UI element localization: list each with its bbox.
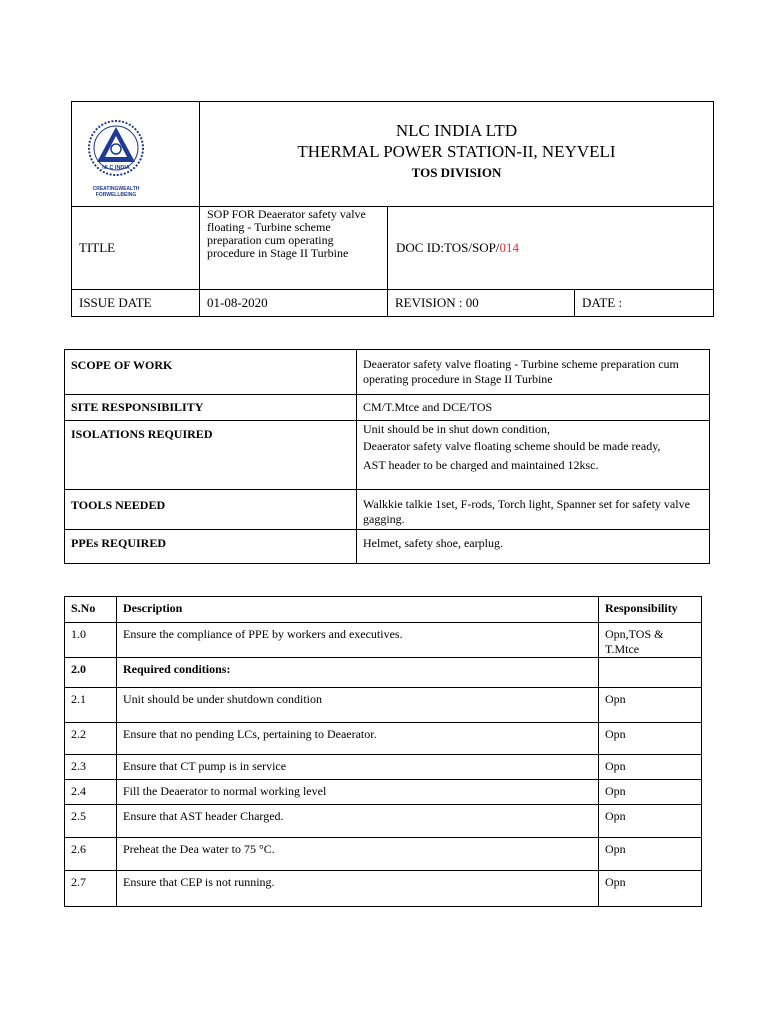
scope-label: SCOPE OF WORK <box>65 350 357 395</box>
doc-id-label: DOC ID:TOS/SOP/ <box>396 240 500 255</box>
isolation-line: AST header to be charged and maintained 12ksc. <box>363 458 599 472</box>
row-description: Ensure that no pending LCs, pertaining to Deaerator. <box>117 723 599 755</box>
row-sno: 2.0 <box>65 658 117 688</box>
table-header-row <box>65 597 702 623</box>
row-sno: 2.5 <box>65 805 117 838</box>
responsibility-header: Responsibility <box>599 597 702 623</box>
isolations-value <box>357 421 710 490</box>
document-header-table <box>71 101 714 317</box>
sno-header: S.No <box>65 597 117 623</box>
row-responsibility: Opn <box>599 723 702 755</box>
description-header: Description <box>117 597 599 623</box>
ppe-value: Helmet, safety shoe, earplug. <box>357 530 710 564</box>
row-sno: 2.1 <box>65 688 117 723</box>
row-responsibility: Opn <box>599 755 702 780</box>
doc-id <box>388 207 714 290</box>
table-row <box>65 658 702 688</box>
row-responsibility: Opn <box>599 805 702 838</box>
row-sno: 2.3 <box>65 755 117 780</box>
row-description: Required conditions: <box>117 658 599 688</box>
tools-value: Walkkie talkie 1set, F-rods, Torch light, Spanner set for safety valve gagging. <box>357 490 710 530</box>
table-row <box>65 805 702 838</box>
date-label: DATE : <box>575 290 714 317</box>
row-responsibility: Opn <box>599 871 702 907</box>
table-row <box>65 838 702 871</box>
title-label: TITLE <box>72 207 200 290</box>
row-description: Ensure that AST header Charged. <box>117 805 599 838</box>
row-description: Ensure that CT pump is in service <box>117 755 599 780</box>
row-responsibility <box>599 658 702 688</box>
revision-label: REVISION : 00 <box>388 290 575 317</box>
svg-text:NLC INDIA: NLC INDIA <box>102 165 130 171</box>
row-description: Unit should be under shutdown condition <box>117 688 599 723</box>
row-description: Ensure that CEP is not running. <box>117 871 599 907</box>
scope-value: Deaerator safety valve floating - Turbine scheme preparation cum operating procedure in Stage II Turbine <box>357 350 710 395</box>
doc-id-number: 014 <box>499 240 519 255</box>
row-sno: 2.4 <box>65 780 117 805</box>
tools-label: TOOLS NEEDED <box>65 490 357 530</box>
site-responsibility-value: CM/T.Mtce and DCE/TOS <box>357 395 710 421</box>
isolations-label: ISOLATIONS REQUIRED <box>65 421 357 490</box>
issue-date-value: 01-08-2020 <box>200 290 388 317</box>
title-value: SOP FOR Deaerator safety valve floating - Turbine scheme preparation cum operating procedure in Stage II Turbine <box>200 207 388 290</box>
row-responsibility: Opn <box>599 780 702 805</box>
row-sno: 2.7 <box>65 871 117 907</box>
table-row <box>65 623 702 658</box>
site-responsibility-label: SITE RESPONSIBILITY <box>65 395 357 421</box>
svg-text:CREATINGWEALTH: CREATINGWEALTH <box>92 186 140 192</box>
row-responsibility: Opn,TOS & T.Mtce <box>599 623 702 658</box>
table-row <box>65 755 702 780</box>
isolation-line: Unit should be in shut down condition, <box>363 422 550 436</box>
row-sno: 2.6 <box>65 838 117 871</box>
row-responsibility: Opn <box>599 838 702 871</box>
scope-table <box>64 349 710 564</box>
logo-cell <box>72 102 200 207</box>
row-sno: 1.0 <box>65 623 117 658</box>
procedure-steps-table <box>64 596 702 907</box>
row-sno: 2.2 <box>65 723 117 755</box>
table-row <box>65 780 702 805</box>
row-description: Preheat the Dea water to 75 °C. <box>117 838 599 871</box>
organization-cell <box>200 102 714 207</box>
organization-name: NLC INDIA LTD <box>395 121 518 140</box>
row-description: Ensure the compliance of PPE by workers and executives. <box>117 623 599 658</box>
row-responsibility: Opn <box>599 688 702 723</box>
table-row <box>65 871 702 907</box>
ppe-label: PPEs REQUIRED <box>65 530 357 564</box>
row-description: Fill the Deaerator to normal working level <box>117 780 599 805</box>
division-name: TOS DIVISION <box>411 165 502 180</box>
nlc-india-logo <box>86 118 146 204</box>
table-row <box>65 723 702 755</box>
station-name: THERMAL POWER STATION-II, NEYVELI <box>297 142 616 161</box>
issue-date-label: ISSUE DATE <box>72 290 200 317</box>
isolation-line: Deaerator safety valve floating scheme should be made ready, <box>363 439 661 453</box>
table-row <box>65 688 702 723</box>
svg-text:FORWELLBEING: FORWELLBEING <box>95 192 137 198</box>
